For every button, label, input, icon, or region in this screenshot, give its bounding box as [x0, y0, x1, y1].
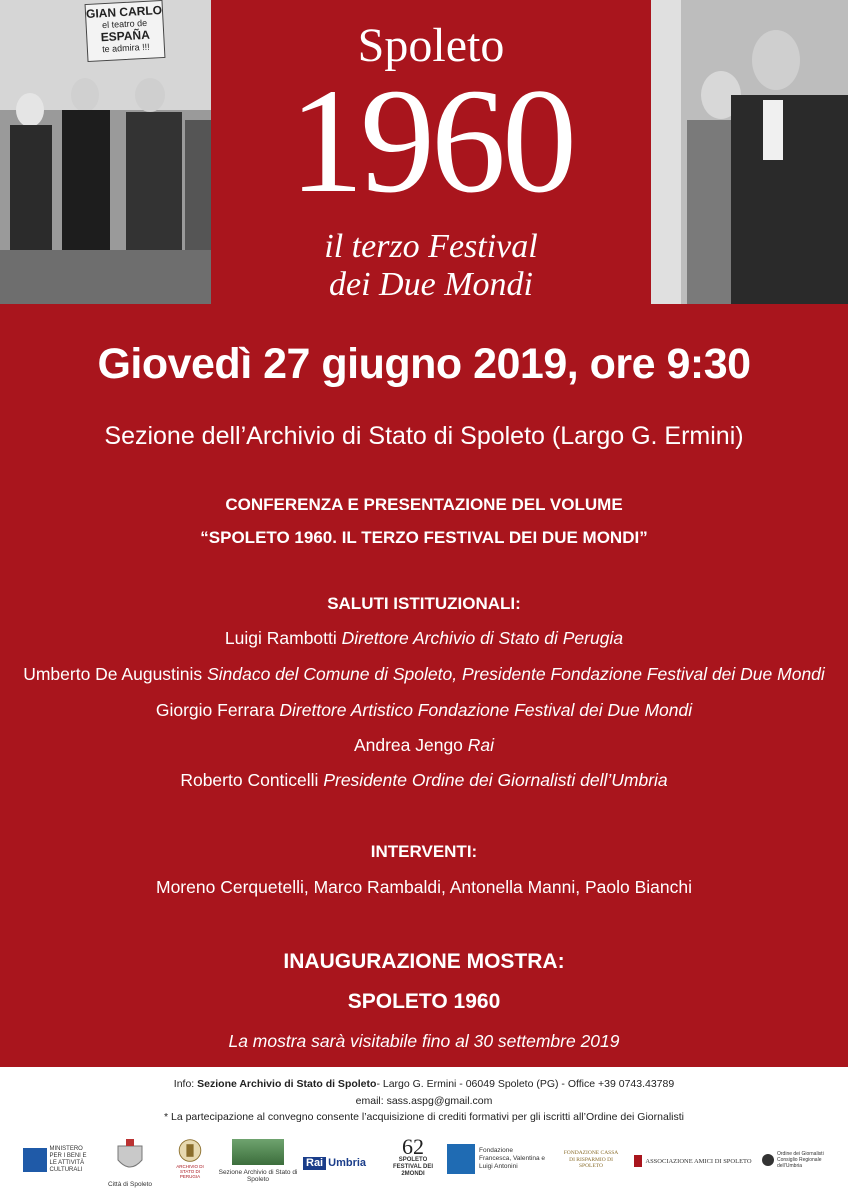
- archivio-perugia-logo: [170, 1137, 210, 1179]
- interventi-heading-text: INTERVENTI: [370, 842, 472, 861]
- fondazione-mark-icon: [447, 1144, 475, 1174]
- amici-spoleto-logo: [633, 1151, 753, 1171]
- subtitle-line-2: dei Due Mondi: [329, 266, 533, 303]
- archival-photo-right: [651, 0, 848, 304]
- ordine-mark-icon: [762, 1154, 774, 1166]
- festival-name: SPOLETO FESTIVAL DEI 2MONDI: [392, 1156, 434, 1177]
- person-name: Luigi Rambotti: [224, 628, 337, 648]
- subtitle-line-1: il terzo Festival: [324, 228, 538, 265]
- sign-line-3: ESPAÑA: [100, 27, 151, 45]
- person-name: Roberto Conticelli: [180, 770, 319, 790]
- event-date: Giovedì 27 giugno 2019, ore 9:30: [97, 340, 751, 388]
- info-address: - Largo G. Ermini - 06049 Spoleto (PG) - Office +39 0743.43789: [376, 1078, 675, 1090]
- interventi-heading: INTERVENTI:: [370, 842, 478, 861]
- rai-mark: Rai: [303, 1157, 326, 1170]
- fondazione-cassa-logo: [562, 1147, 620, 1173]
- emblem-icon: [175, 1137, 205, 1164]
- sign-line-2: el teatro de: [101, 17, 148, 31]
- person-role: Direttore Artistico Fondazione Festival dei Due Mondi: [279, 700, 693, 720]
- mostra-title: SPOLETO 1960: [347, 990, 501, 1013]
- footer-email[interactable]: email: sass.aspg@gmail.com: [355, 1095, 493, 1107]
- footer: [0, 1067, 848, 1200]
- festival-number: 62: [402, 1133, 424, 1159]
- fondazione-text: Fondazione Francesca, Valentina e Luigi Antonini: [479, 1147, 545, 1170]
- person-name: Giorgio Ferrara: [155, 700, 275, 720]
- amici-text: ASSOCIAZIONE AMICI DI SPOLETO: [645, 1157, 752, 1165]
- citta-caption: Città di Spoleto: [107, 1181, 153, 1188]
- mibac-text: MINISTERO PER I BENI E LE ATTIVITÀ CULTURALI: [49, 1146, 87, 1173]
- sezione-archivio-logo: [232, 1139, 284, 1165]
- saluti-person: [0, 735, 848, 756]
- person-role: Presidente Ordine dei Giornalisti dell’Umbria: [323, 770, 668, 790]
- saluti-person: [0, 628, 848, 649]
- couple-photo-graphic: [651, 0, 848, 304]
- cassa-text: FONDAZIONE CASSA DI RISPARMIO DI SPOLETO: [563, 1150, 619, 1170]
- info-label: Info:: [173, 1078, 198, 1090]
- subtitle: [211, 228, 651, 304]
- person-role: Rai: [467, 735, 495, 755]
- archival-photo-left: [0, 0, 211, 304]
- saluti-person: [0, 664, 848, 685]
- rai-umbria-logo: [303, 1153, 373, 1173]
- sezione-caption: Sezione Archivio di Stato di Spoleto: [218, 1169, 298, 1183]
- saluti-person: [0, 700, 848, 721]
- footer-info: [0, 1078, 848, 1090]
- person-name: Andrea Jengo: [353, 735, 463, 755]
- person-role: Sindaco del Comune di Spoleto, Presidente Fondazione Festival dei Due Mondi: [207, 664, 825, 684]
- mostra-note: La mostra sarà visitabile fino al 30 settembre 2019: [228, 1031, 620, 1051]
- saluti-person: [0, 770, 848, 791]
- mibac-logo: [22, 1145, 92, 1175]
- rai-region: Umbria: [328, 1156, 367, 1169]
- citta-spoleto-logo: [115, 1137, 145, 1175]
- fondazione-antonini-logo: [447, 1143, 547, 1175]
- title-spoleto: Spoleto: [357, 19, 505, 72]
- protest-sign: [85, 0, 166, 62]
- sign-line-1: GIAN CARLO: [85, 3, 163, 22]
- festival-logo: [388, 1135, 438, 1179]
- mibac-mark-icon: [23, 1148, 47, 1172]
- ordine-text: Ordine dei Giornalisti Consiglio Regionale dell’Umbria: [777, 1151, 824, 1169]
- interventi-speakers: Moreno Cerquetelli, Marco Rambaldi, Antonella Manni, Paolo Bianchi: [156, 877, 692, 897]
- footer-note: * La partecipazione al convegno consente l’acquisizione di crediti formativi per gli iscritti all’Ordine dei Giornalisti: [163, 1111, 684, 1123]
- crest-icon: [116, 1138, 144, 1174]
- saluti-heading-text: SALUTI ISTITUZIONALI: [327, 594, 516, 613]
- saluti-heading: SALUTI ISTITUZIONALI:: [327, 594, 521, 613]
- amici-mark-icon: [634, 1155, 642, 1167]
- conference-line-2: “SPOLETO 1960. IL TERZO FESTIVAL DEI DUE MONDI”: [200, 528, 648, 547]
- conference-line-1: CONFERENZA E PRESENTAZIONE DEL VOLUME: [225, 495, 623, 514]
- title-year: 1960: [289, 58, 573, 224]
- mostra-heading: INAUGURAZIONE MOSTRA:: [283, 950, 565, 973]
- sign-line-4: te admira !!!: [101, 41, 150, 55]
- ordine-giornalisti-logo: [762, 1147, 838, 1173]
- info-org: Sezione Archivio di Stato di Spoleto: [197, 1078, 377, 1090]
- person-name: Umberto De Augustinis: [23, 664, 203, 684]
- archivio-perugia-text: ARCHIVIO DI STATO DI PERUGIA: [176, 1164, 204, 1179]
- event-venue: Sezione dell’Archivio di Stato di Spoleto (Largo G. Ermini): [104, 422, 744, 450]
- person-role: Direttore Archivio di Stato di Perugia: [341, 628, 624, 648]
